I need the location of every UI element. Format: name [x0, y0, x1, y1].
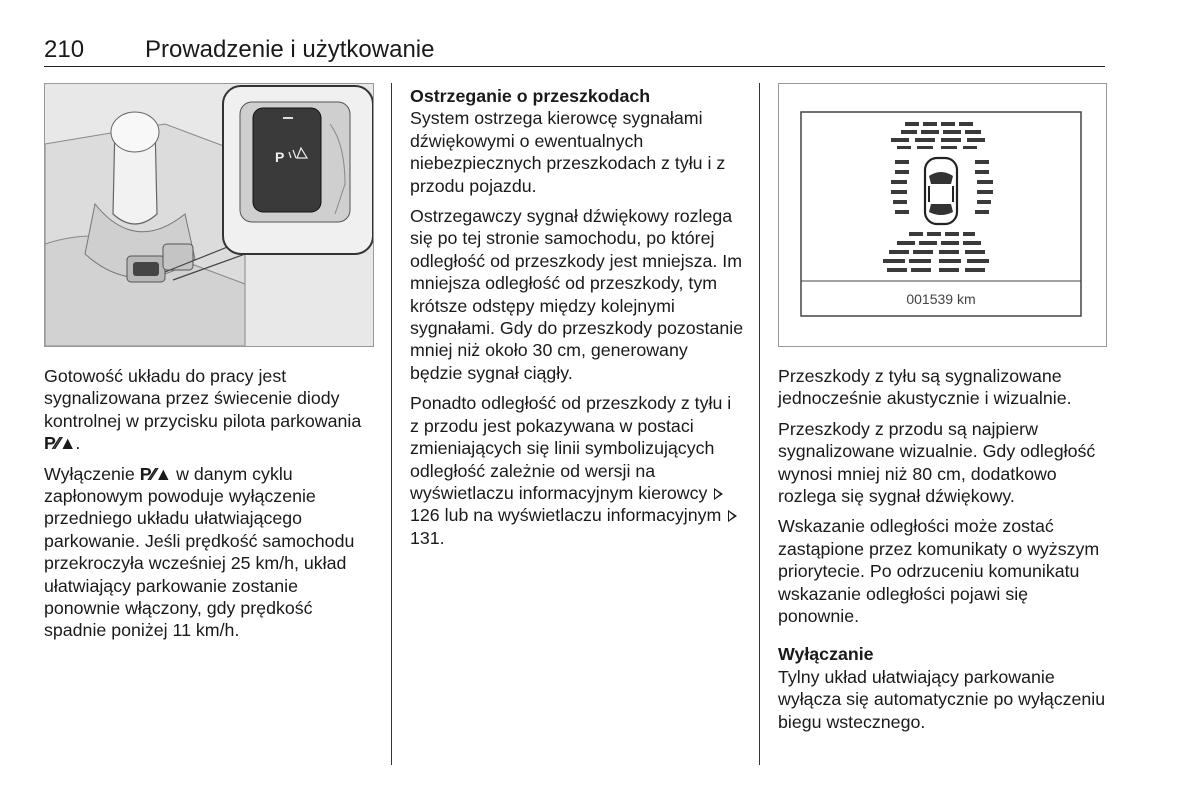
park-assist-symbol: P⁄⁄▲ — [139, 463, 172, 484]
paragraph: Ponadto odległość od przeszkody z tyłu i z przodu jest pokazywana w postaci zmieniających się linii symbolizujących odległość zależnie od wersji na wyświetlaczu informacyjnym kierowcy 126 lub na wyświetlaczu informacyjnym 131. — [410, 392, 745, 549]
distance-display-illustration — [778, 83, 1107, 347]
page-reference[interactable]: 126 — [410, 505, 440, 526]
column-divider-2 — [759, 83, 760, 765]
page-reference[interactable]: 131 — [410, 527, 440, 548]
page-number: 210 — [44, 36, 85, 63]
column-3 — [778, 365, 1108, 741]
paragraph: Wskazanie odległości może zostać zastąpione przez komunikaty o wyższym priorytecie. Po odrzuceniu komunikatu wskazanie odległości pojawi się ponownie. — [778, 516, 1100, 627]
paragraph: Gotowość układu do pracy jest sygnalizowana przez świecenie diody kontrolnej w przycisku pilota parkowania P⁄⁄▲. — [44, 366, 362, 454]
park-assist-symbol: P⁄⁄▲ — [44, 433, 76, 454]
page-reference-icon — [714, 488, 723, 500]
park-assist-button-icon — [45, 84, 373, 346]
paragraph: Ostrzegawczy sygnał dźwiękowy rozlega się po tej stronie samochodu, po której odległość od przeszkody jest mniejsza. Im mniejsza odległość od przeszkody, tym krótsze odstępy między kolejnymi sygnałami. Gdy do przeszkody pozostanie mniej niż około 30 cm, generowany będzie sygnał ciągły. — [410, 206, 744, 383]
column-divider-1 — [391, 83, 392, 765]
park-assist-button-illustration — [44, 83, 374, 347]
park-assist-symbol: P — [275, 149, 285, 165]
section-heading: Wyłączanie — [778, 644, 874, 665]
paragraph: Tylny układ ułatwiający parkowanie wyłącza się automatycznie po wyłączeniu biegu wstecznego. — [778, 666, 1106, 732]
paragraph: Przeszkody z przodu są najpierw sygnalizowane wizualnie. Gdy odległość wynosi mniej niż 80 cm, dodatkowo rozlega się sygnał dźwiękowy. — [778, 418, 1096, 507]
odometer-reading: 001539 km — [906, 291, 976, 307]
chapter-title: Prowadzenie i użytkowanie — [145, 36, 435, 63]
page-header — [44, 36, 1105, 67]
section-heading: Ostrzeganie o przeszkodach — [410, 86, 651, 106]
paragraph: Przeszkody z tyłu są sygnalizowane jednocześnie akustycznie i wizualnie. — [778, 366, 1072, 409]
paragraph: System ostrzega kierowcę sygnałami dźwiękowymi o ewentualnych niebezpiecznych przeszkodach z tyłu i z przodu pojazdu. — [410, 108, 726, 196]
column-2 — [410, 85, 745, 557]
car-distance-display-icon — [779, 84, 1106, 346]
page-reference-icon — [728, 510, 737, 522]
paragraph: Wyłączenie P⁄⁄▲ w danym cyklu zapłonowym powoduje wyłączenie przedniego układu ułatwiającego parkowanie. Jeśli prędkość samochodu przekroczyła wcześniej 25 km/h, układ ułatwiający parkowanie zostanie ponownie włączony, gdy prędkość spadnie poniżej 11 km/h. — [44, 463, 355, 641]
column-1 — [44, 365, 379, 650]
